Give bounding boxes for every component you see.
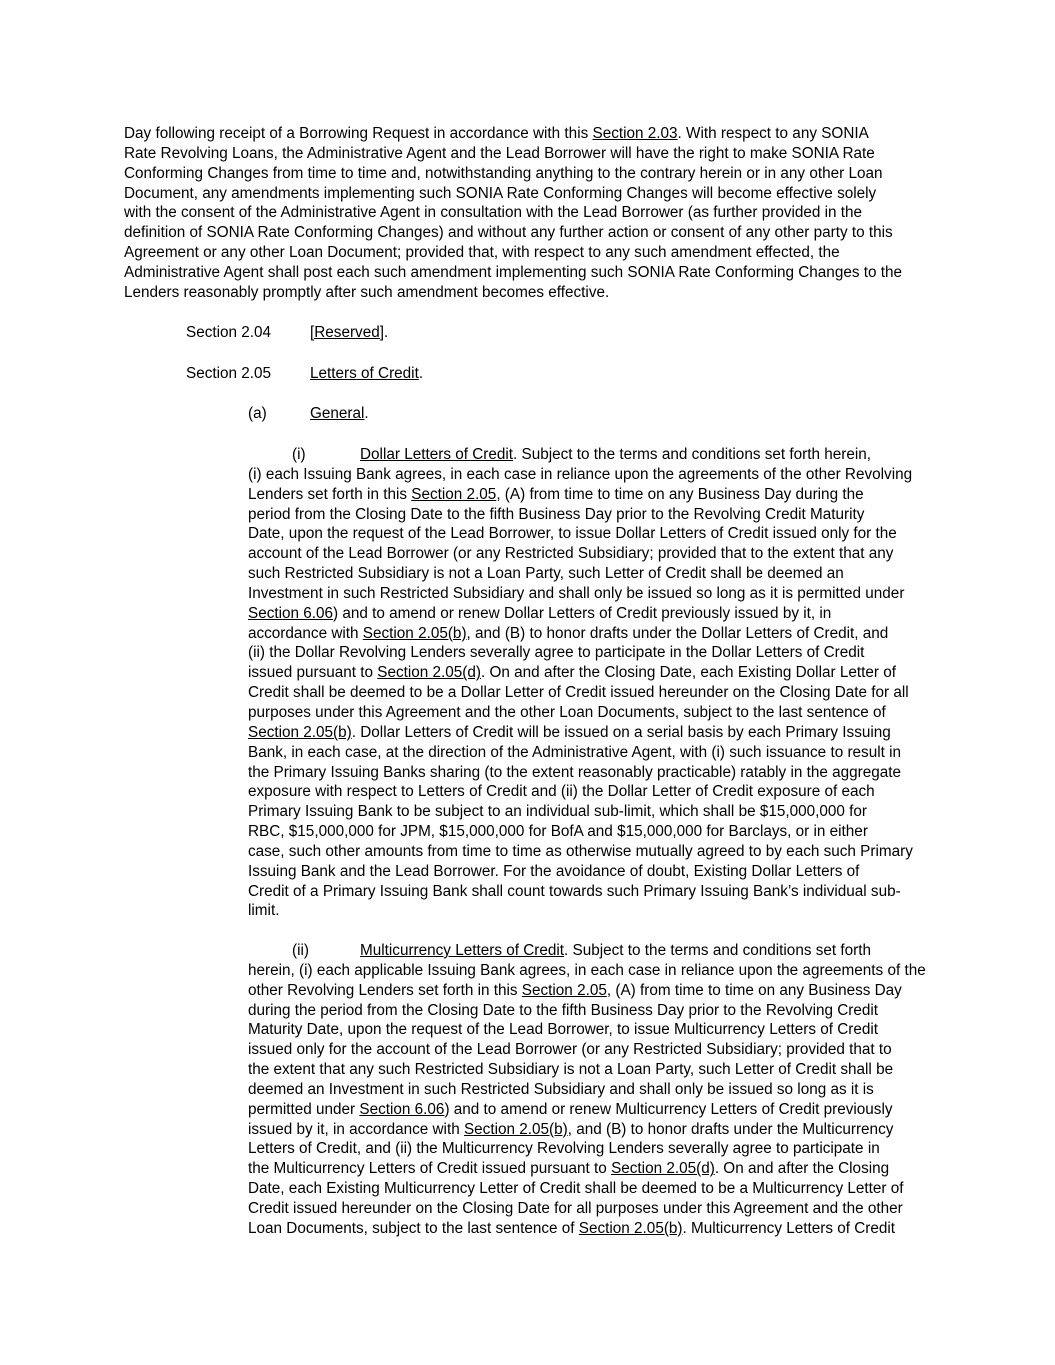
- text-run: period from the Closing Date to the fifth Business Day prior to the Revolving Credit Maturity: [248, 505, 865, 523]
- text-line: [248, 862, 938, 882]
- text-line: [248, 882, 938, 902]
- text-line: [248, 1040, 938, 1060]
- text-run: exposure with respect to Letters of Credit and (ii) the Dollar Letter of Credit exposure of each: [248, 783, 875, 801]
- text-run: Bank, in each case, at the direction of the Administrative Agent, with (i) such issuance to result in: [248, 743, 902, 761]
- text-run: , and (B) to honor drafts under the Multicurrency: [567, 1120, 894, 1138]
- text-run: Lenders reasonably promptly after such amendment becomes effective.: [124, 283, 610, 301]
- text-run: (ii) the Dollar Revolving Lenders severally agree to participate in the Dollar Letters of Credit: [248, 644, 865, 662]
- text-line: [124, 263, 934, 283]
- section-2-04-heading: Section 2.04 [Reserved].: [186, 324, 389, 341]
- subclause-label: (i): [292, 446, 306, 463]
- section-number: Section 2.05: [186, 365, 272, 382]
- text-line: [124, 223, 934, 243]
- text-run: Date, upon the request of the Lead Borrower, to issue Dollar Letters of Credit issued only for the: [248, 525, 897, 543]
- section-cross-reference: Section 6.06: [248, 604, 334, 622]
- clause-label: (a): [248, 405, 267, 422]
- text-run: Document, any amendments implementing such SONIA Rate Conforming Changes will become effective solely: [124, 184, 877, 202]
- text-line: [248, 802, 938, 822]
- section-cross-reference: Section 2.05(b): [578, 1219, 683, 1237]
- text-run: accordance with: [248, 624, 363, 642]
- text-run: herein, (i) each applicable Issuing Bank agrees, in each case in reliance upon the agreements of the: [248, 961, 926, 979]
- text-line: [248, 624, 938, 644]
- clause-a-heading: (a) General.: [248, 405, 369, 422]
- text-run: ) and to amend or renew Multicurrency Letters of Credit previously: [444, 1100, 893, 1118]
- text-run: issued only for the account of the Lead Borrower (or any Restricted Subsidiary; provided that to: [248, 1041, 892, 1059]
- subclause-i-dollar-letters-of-credit: [248, 445, 938, 921]
- text-line: [248, 961, 938, 981]
- text-run: permitted under: [248, 1100, 360, 1118]
- text-run: Loan Documents, subject to the last sentence of: [248, 1219, 579, 1237]
- paragraph-sonia-conforming-changes: [124, 124, 934, 303]
- text-run: Credit issued hereunder on the Closing Date for all purposes under this Agreement and the other: [248, 1199, 903, 1217]
- section-2-05-heading: Section 2.05 Letters of Credit.: [186, 365, 424, 382]
- text-run: during the period from the Closing Date to the fifth Business Day prior to the Revolving Credit: [248, 1001, 879, 1019]
- text-line: [248, 643, 938, 663]
- text-run: Administrative Agent shall post each such amendment implementing such SONIA Rate Conforming Changes to the: [124, 263, 903, 281]
- section-cross-reference: Section 2.05: [411, 485, 497, 503]
- text-run: account of the Lead Borrower (or any Restricted Subsidiary; provided that to the extent that any: [248, 545, 894, 563]
- text-run: Issuing Bank and the Lead Borrower. For the avoidance of doubt, Existing Dollar Letters of: [248, 862, 860, 880]
- text-run: Investment in such Restricted Subsidiary and shall only be issued so long as it is permitted under: [248, 584, 905, 602]
- subclause-label: (ii): [292, 942, 309, 959]
- text-run: RBC, $15,000,000 for JPM, $15,000,000 for BofA and $15,000,000 for Barclays, or in either: [248, 823, 868, 841]
- text-line: [124, 203, 934, 223]
- text-run: , (A) from time to time on any Business Day during the: [496, 485, 864, 503]
- subclause-title: Multicurrency Letters of Credit: [360, 942, 565, 959]
- text-run: limit.: [248, 902, 280, 920]
- text-line: [248, 663, 938, 683]
- text-line: [248, 465, 938, 485]
- section-cross-reference: Section 6.06: [359, 1100, 445, 1118]
- text-line: [248, 524, 938, 544]
- text-line: [124, 184, 934, 204]
- text-run: , and (B) to honor drafts under the Dollar Letters of Credit, and: [466, 624, 889, 642]
- text-run: . Dollar Letters of Credit will be issued on a serial basis by each Primary Issuing: [351, 723, 891, 741]
- text-run: ) and to amend or renew Dollar Letters of Credit previously issued by it, in: [333, 604, 832, 622]
- text-line: [248, 901, 938, 921]
- section-cross-reference: Section 2.05(b): [463, 1120, 568, 1138]
- text-line: [248, 842, 938, 862]
- text-run: , (A) from time to time on any Business Day: [606, 981, 902, 999]
- text-line: [124, 243, 934, 263]
- text-line: [248, 683, 938, 703]
- text-line: [248, 584, 938, 604]
- section-title: [Reserved]: [310, 324, 384, 341]
- text-run: . On and after the Closing: [714, 1160, 890, 1178]
- section-cross-reference: Section 2.05(d): [611, 1160, 715, 1178]
- text-line: [248, 544, 938, 564]
- text-line: [248, 564, 938, 584]
- subclause-title: Dollar Letters of Credit: [360, 446, 514, 463]
- text-line: [248, 981, 938, 1001]
- text-run: issued pursuant to: [248, 664, 378, 682]
- text-line: [248, 1100, 938, 1120]
- text-line: [248, 1120, 938, 1140]
- text-line: [248, 782, 938, 802]
- text-line: [248, 941, 938, 961]
- text-run: case, such other amounts from time to time as otherwise mutually agreed to by each such Primary: [248, 842, 913, 860]
- text-line: [248, 505, 938, 525]
- text-run: deemed an Investment in such Restricted Subsidiary and shall only be issued so long as it is: [248, 1080, 874, 1098]
- text-run: Conforming Changes from time to time and, notwithstanding anything to the contrary herein or in any other Loan: [124, 164, 883, 182]
- text-line: [248, 703, 938, 723]
- text-run: the Multicurrency Letters of Credit issued pursuant to: [248, 1160, 612, 1178]
- text-line: [248, 822, 938, 842]
- text-run: Day following receipt of a Borrowing Request in accordance with this: [124, 125, 593, 142]
- section-cross-reference: Section 2.05(b): [362, 624, 467, 642]
- text-line: [124, 283, 934, 303]
- text-run: (i) each Issuing Bank agrees, in each case in reliance upon the agreements of the other Revolving: [248, 465, 913, 483]
- text-line: [248, 1001, 938, 1021]
- text-run: the extent that any such Restricted Subsidiary is not a Loan Party, such Letter of Credit shall be: [248, 1061, 894, 1079]
- text-run: the Primary Issuing Banks sharing (to the extent reasonably practicable) ratably in the aggregate: [248, 763, 902, 781]
- text-run: issued by it, in accordance with: [248, 1120, 464, 1138]
- text-run: Maturity Date, upon the request of the Lead Borrower, to issue Multicurrency Letters of Credit: [248, 1021, 879, 1039]
- text-run: Primary Issuing Bank to be subject to an individual sub-limit, which shall be $15,000,000 for: [248, 803, 868, 821]
- text-run: . With respect to any SONIA: [677, 125, 869, 142]
- text-line: [248, 1179, 938, 1199]
- text-run: other Revolving Lenders set forth in this: [248, 981, 522, 999]
- text-run: such Restricted Subsidiary is not a Loan Party, such Letter of Credit shall be deemed an: [248, 565, 844, 583]
- section-cross-reference: Section 2.05: [521, 981, 607, 999]
- text-line: [248, 1139, 938, 1159]
- section-number: Section 2.04: [186, 324, 272, 341]
- text-run: Rate Revolving Loans, the Administrative Agent and the Lead Borrower will have the right to make SONIA Rate: [124, 144, 875, 162]
- text-line: [248, 445, 938, 465]
- text-line: [248, 1080, 938, 1100]
- section-cross-reference: Section 2.05(d): [377, 664, 482, 682]
- text-line: [248, 1060, 938, 1080]
- text-line: [248, 1219, 938, 1239]
- text-run: . Subject to the terms and conditions set forth herein,: [513, 446, 872, 463]
- text-line: [248, 723, 938, 743]
- text-run: Lenders set forth in this: [248, 485, 412, 503]
- text-run: . Subject to the terms and conditions set forth: [564, 942, 871, 959]
- text-run: Credit of a Primary Issuing Bank shall count towards such Primary Issuing Bank’s individual sub-: [248, 882, 901, 900]
- text-line: [248, 1020, 938, 1040]
- text-run: . Multicurrency Letters of Credit: [682, 1219, 896, 1237]
- section-cross-reference: Section 2.05(b): [248, 723, 352, 741]
- text-run: Date, each Existing Multicurrency Letter of Credit shall be deemed to be a Multicurrency Letter of: [248, 1180, 904, 1198]
- text-line: [124, 124, 934, 144]
- clause-title: General: [310, 405, 365, 422]
- subclause-ii-multicurrency-letters-of-credit: [248, 941, 938, 1239]
- text-run: Agreement or any other Loan Document; provided that, with respect to any such amendment effected, the: [124, 244, 840, 262]
- text-line: [248, 743, 938, 763]
- text-line: [248, 1199, 938, 1219]
- text-line: [248, 485, 938, 505]
- text-run: with the consent of the Administrative Agent in consultation with the Lead Borrower (as further provided in the: [124, 204, 863, 222]
- text-run: Letters of Credit, and (ii) the Multicurrency Revolving Lenders severally agree to participate in: [248, 1140, 880, 1158]
- text-run: Credit shall be deemed to be a Dollar Letter of Credit issued hereunder on the Closing Date for all: [248, 684, 909, 702]
- text-run: . On and after the Closing Date, each Existing Dollar Letter of: [481, 664, 896, 682]
- text-line: [124, 144, 934, 164]
- text-run: definition of SONIA Rate Conforming Changes) and without any further action or consent of any other party to this: [124, 224, 893, 242]
- text-line: [248, 763, 938, 783]
- text-line: [248, 604, 938, 624]
- text-run: purposes under this Agreement and the other Loan Documents, subject to the last sentence of: [248, 703, 886, 721]
- section-title: Letters of Credit: [310, 365, 419, 382]
- section-cross-reference: Section 2.03: [592, 125, 678, 142]
- text-line: [124, 164, 934, 184]
- text-line: [248, 1159, 938, 1179]
